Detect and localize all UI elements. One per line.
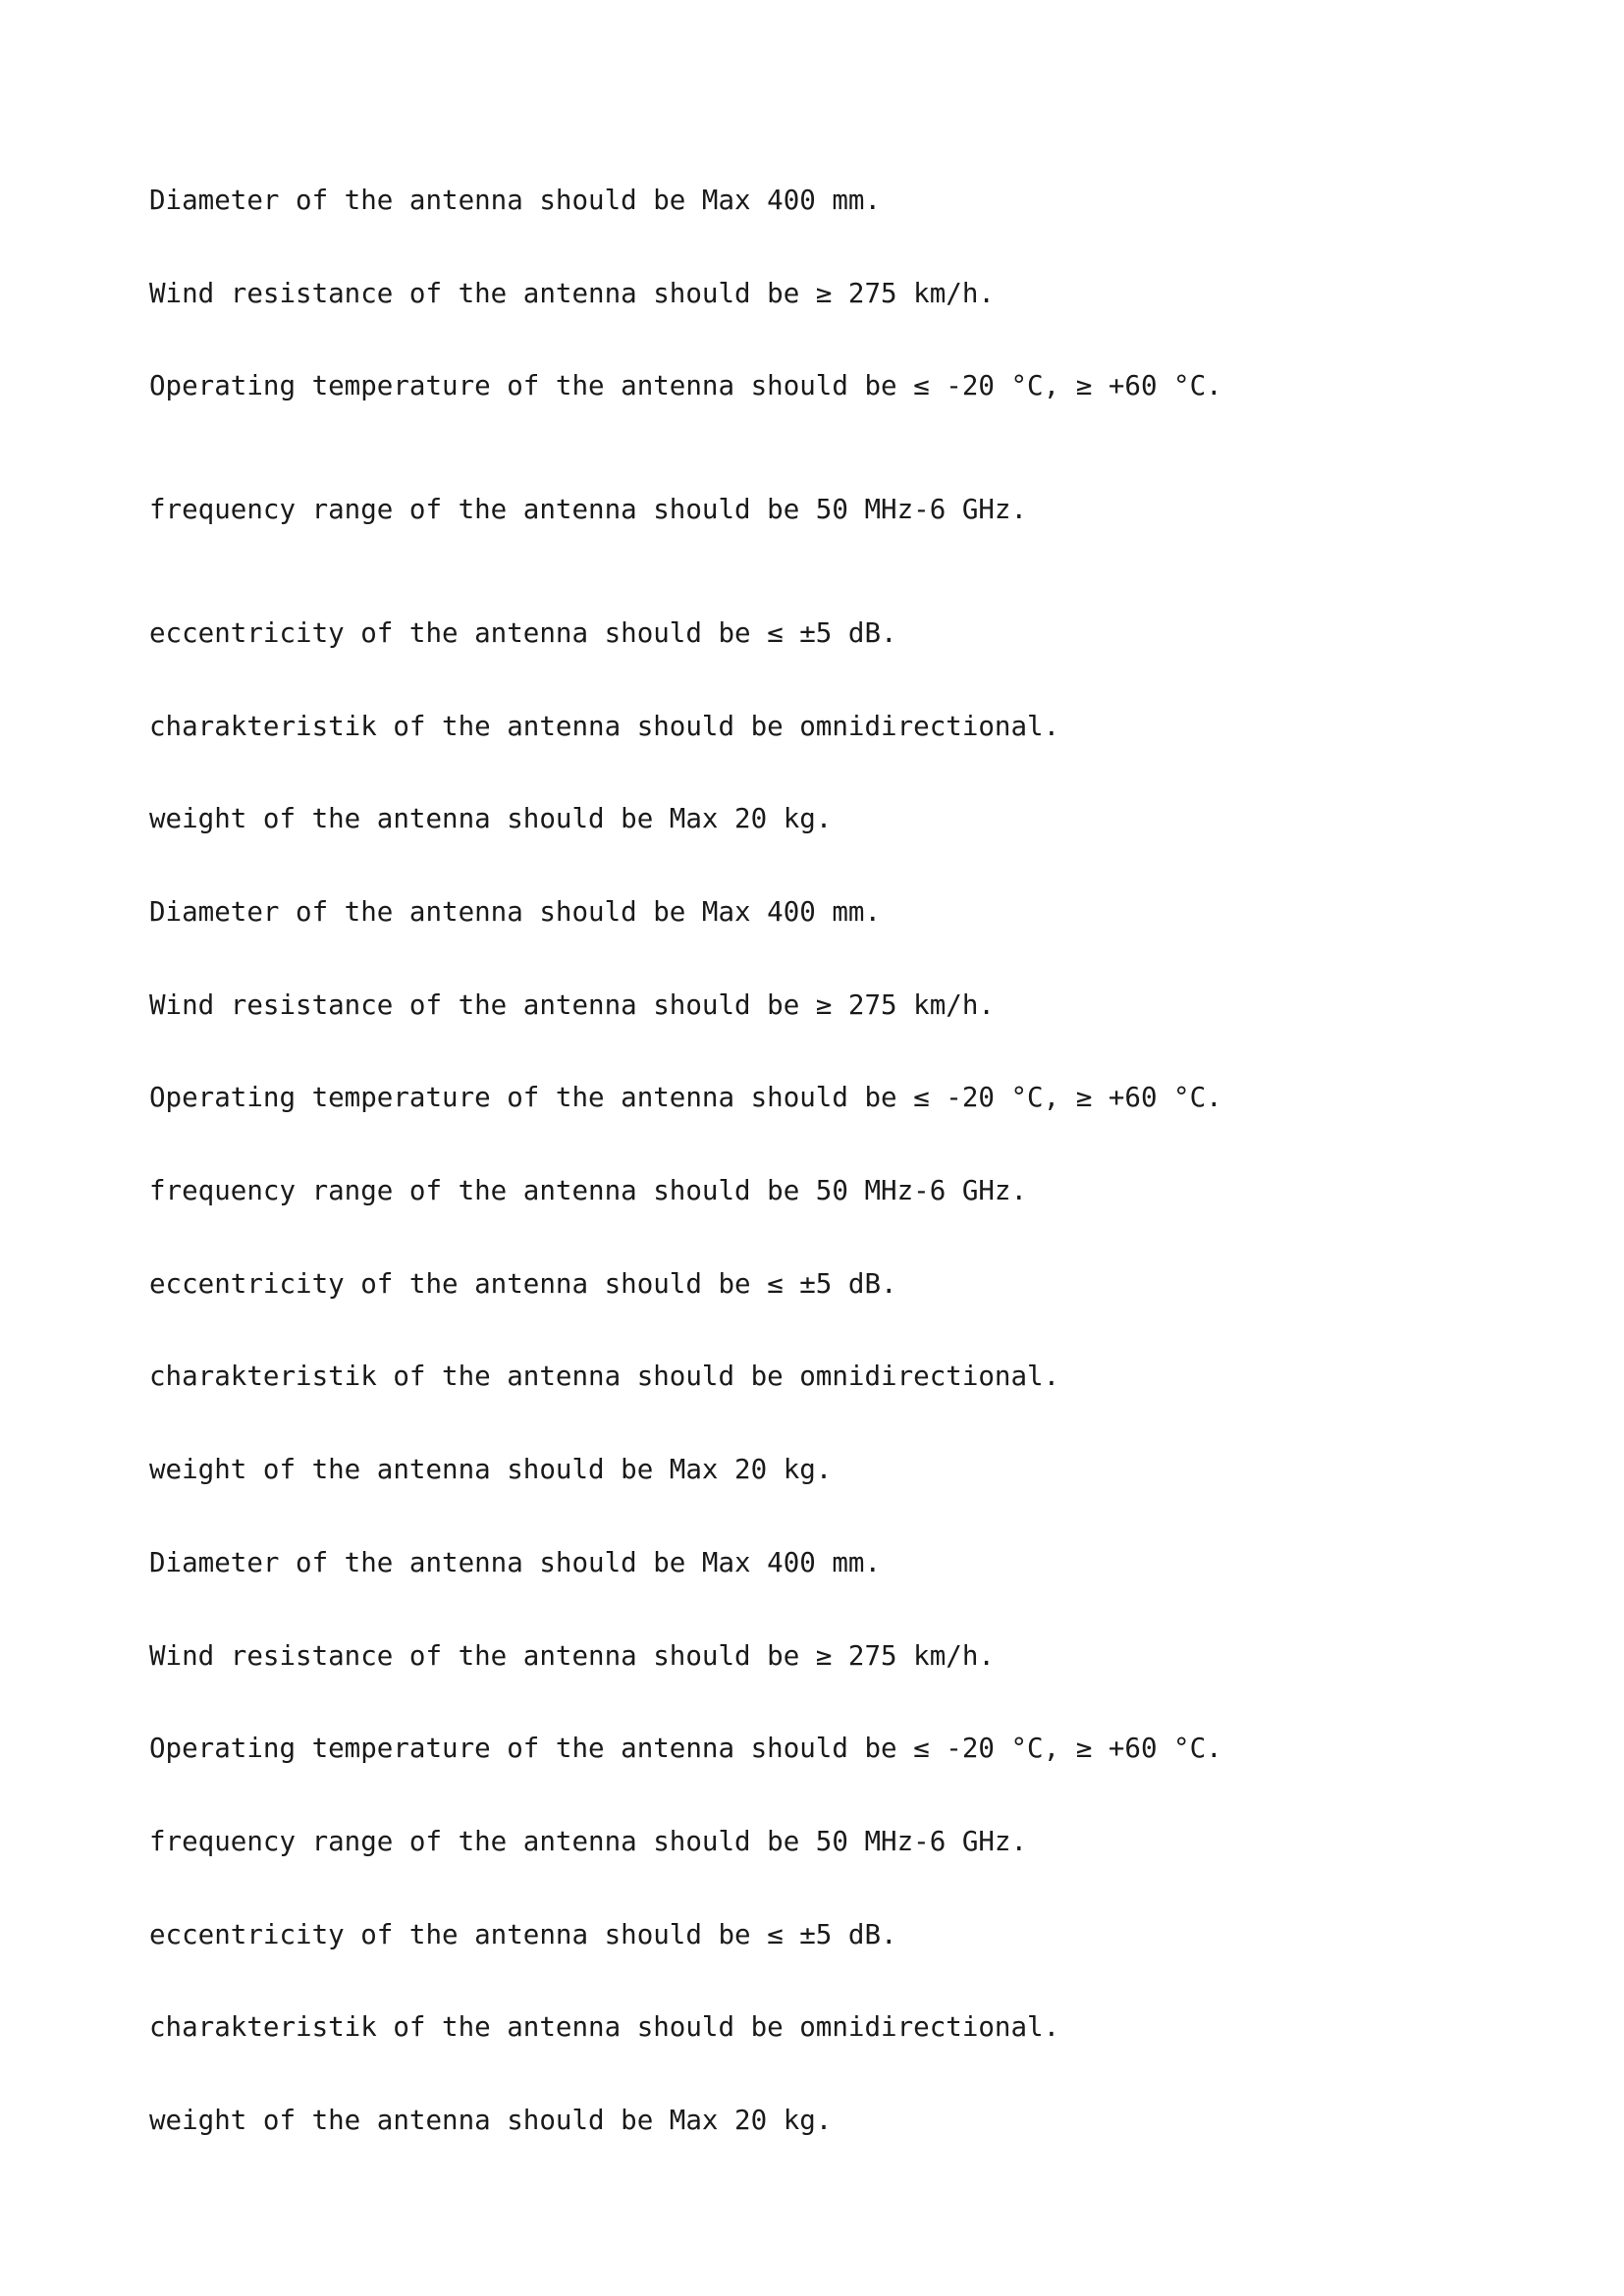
paragraph-frequency-1: frequency range of the antenna should be 50 MHz-6 GHz. bbox=[149, 494, 1028, 526]
paragraph-temperature-3: Operating temperature of the antenna should be ≤ -20 °C, ≥ +60 °C. bbox=[149, 1733, 1222, 1765]
paragraph-eccentricity-2: eccentricity of the antenna should be ≤ ±5 dB. bbox=[149, 1267, 897, 1300]
paragraph-diameter-1: Diameter of the antenna should be Max 400 mm. bbox=[149, 185, 882, 216]
paragraph-charakteristik-3: charakteristik of the antenna should be omnidirectional. bbox=[149, 2011, 1060, 2044]
paragraph-weight-3: weight of the antenna should be Max 20 kg. bbox=[149, 2105, 833, 2137]
paragraph-diameter-2: Diameter of the antenna should be Max 400 mm. bbox=[149, 895, 882, 928]
paragraph-temperature-1: Operating temperature of the antenna should be ≤ -20 °C, ≥ +60 °C. bbox=[149, 370, 1222, 402]
paragraph-weight-1: weight of the antenna should be Max 20 kg. bbox=[149, 803, 833, 835]
paragraph-wind-1: Wind resistance of the antenna should be ≥ 275 km/h. bbox=[149, 277, 995, 309]
paragraph-frequency-2: frequency range of the antenna should be 50 MHz-6 GHz. bbox=[149, 1175, 1028, 1207]
paragraph-eccentricity-1: eccentricity of the antenna should be ≤ ±5 dB. bbox=[149, 616, 897, 649]
paragraph-weight-2: weight of the antenna should be Max 20 kg. bbox=[149, 1454, 833, 1486]
paragraph-frequency-3: frequency range of the antenna should be 50 MHz-6 GHz. bbox=[149, 1825, 1028, 1857]
paragraph-wind-2: Wind resistance of the antenna should be ≥ 275 km/h. bbox=[149, 988, 995, 1021]
paragraph-charakteristik-2: charakteristik of the antenna should be omnidirectional. bbox=[149, 1361, 1060, 1393]
paragraph-diameter-3: Diameter of the antenna should be Max 400 mm. bbox=[149, 1546, 882, 1578]
paragraph-charakteristik-1: charakteristik of the antenna should be omnidirectional. bbox=[149, 710, 1060, 742]
paragraph-wind-3: Wind resistance of the antenna should be ≥ 275 km/h. bbox=[149, 1639, 995, 1672]
paragraph-eccentricity-3: eccentricity of the antenna should be ≤ ±5 dB. bbox=[149, 1918, 897, 1950]
paragraph-temperature-2: Operating temperature of the antenna should be ≤ -20 °C, ≥ +60 °C. bbox=[149, 1082, 1222, 1114]
